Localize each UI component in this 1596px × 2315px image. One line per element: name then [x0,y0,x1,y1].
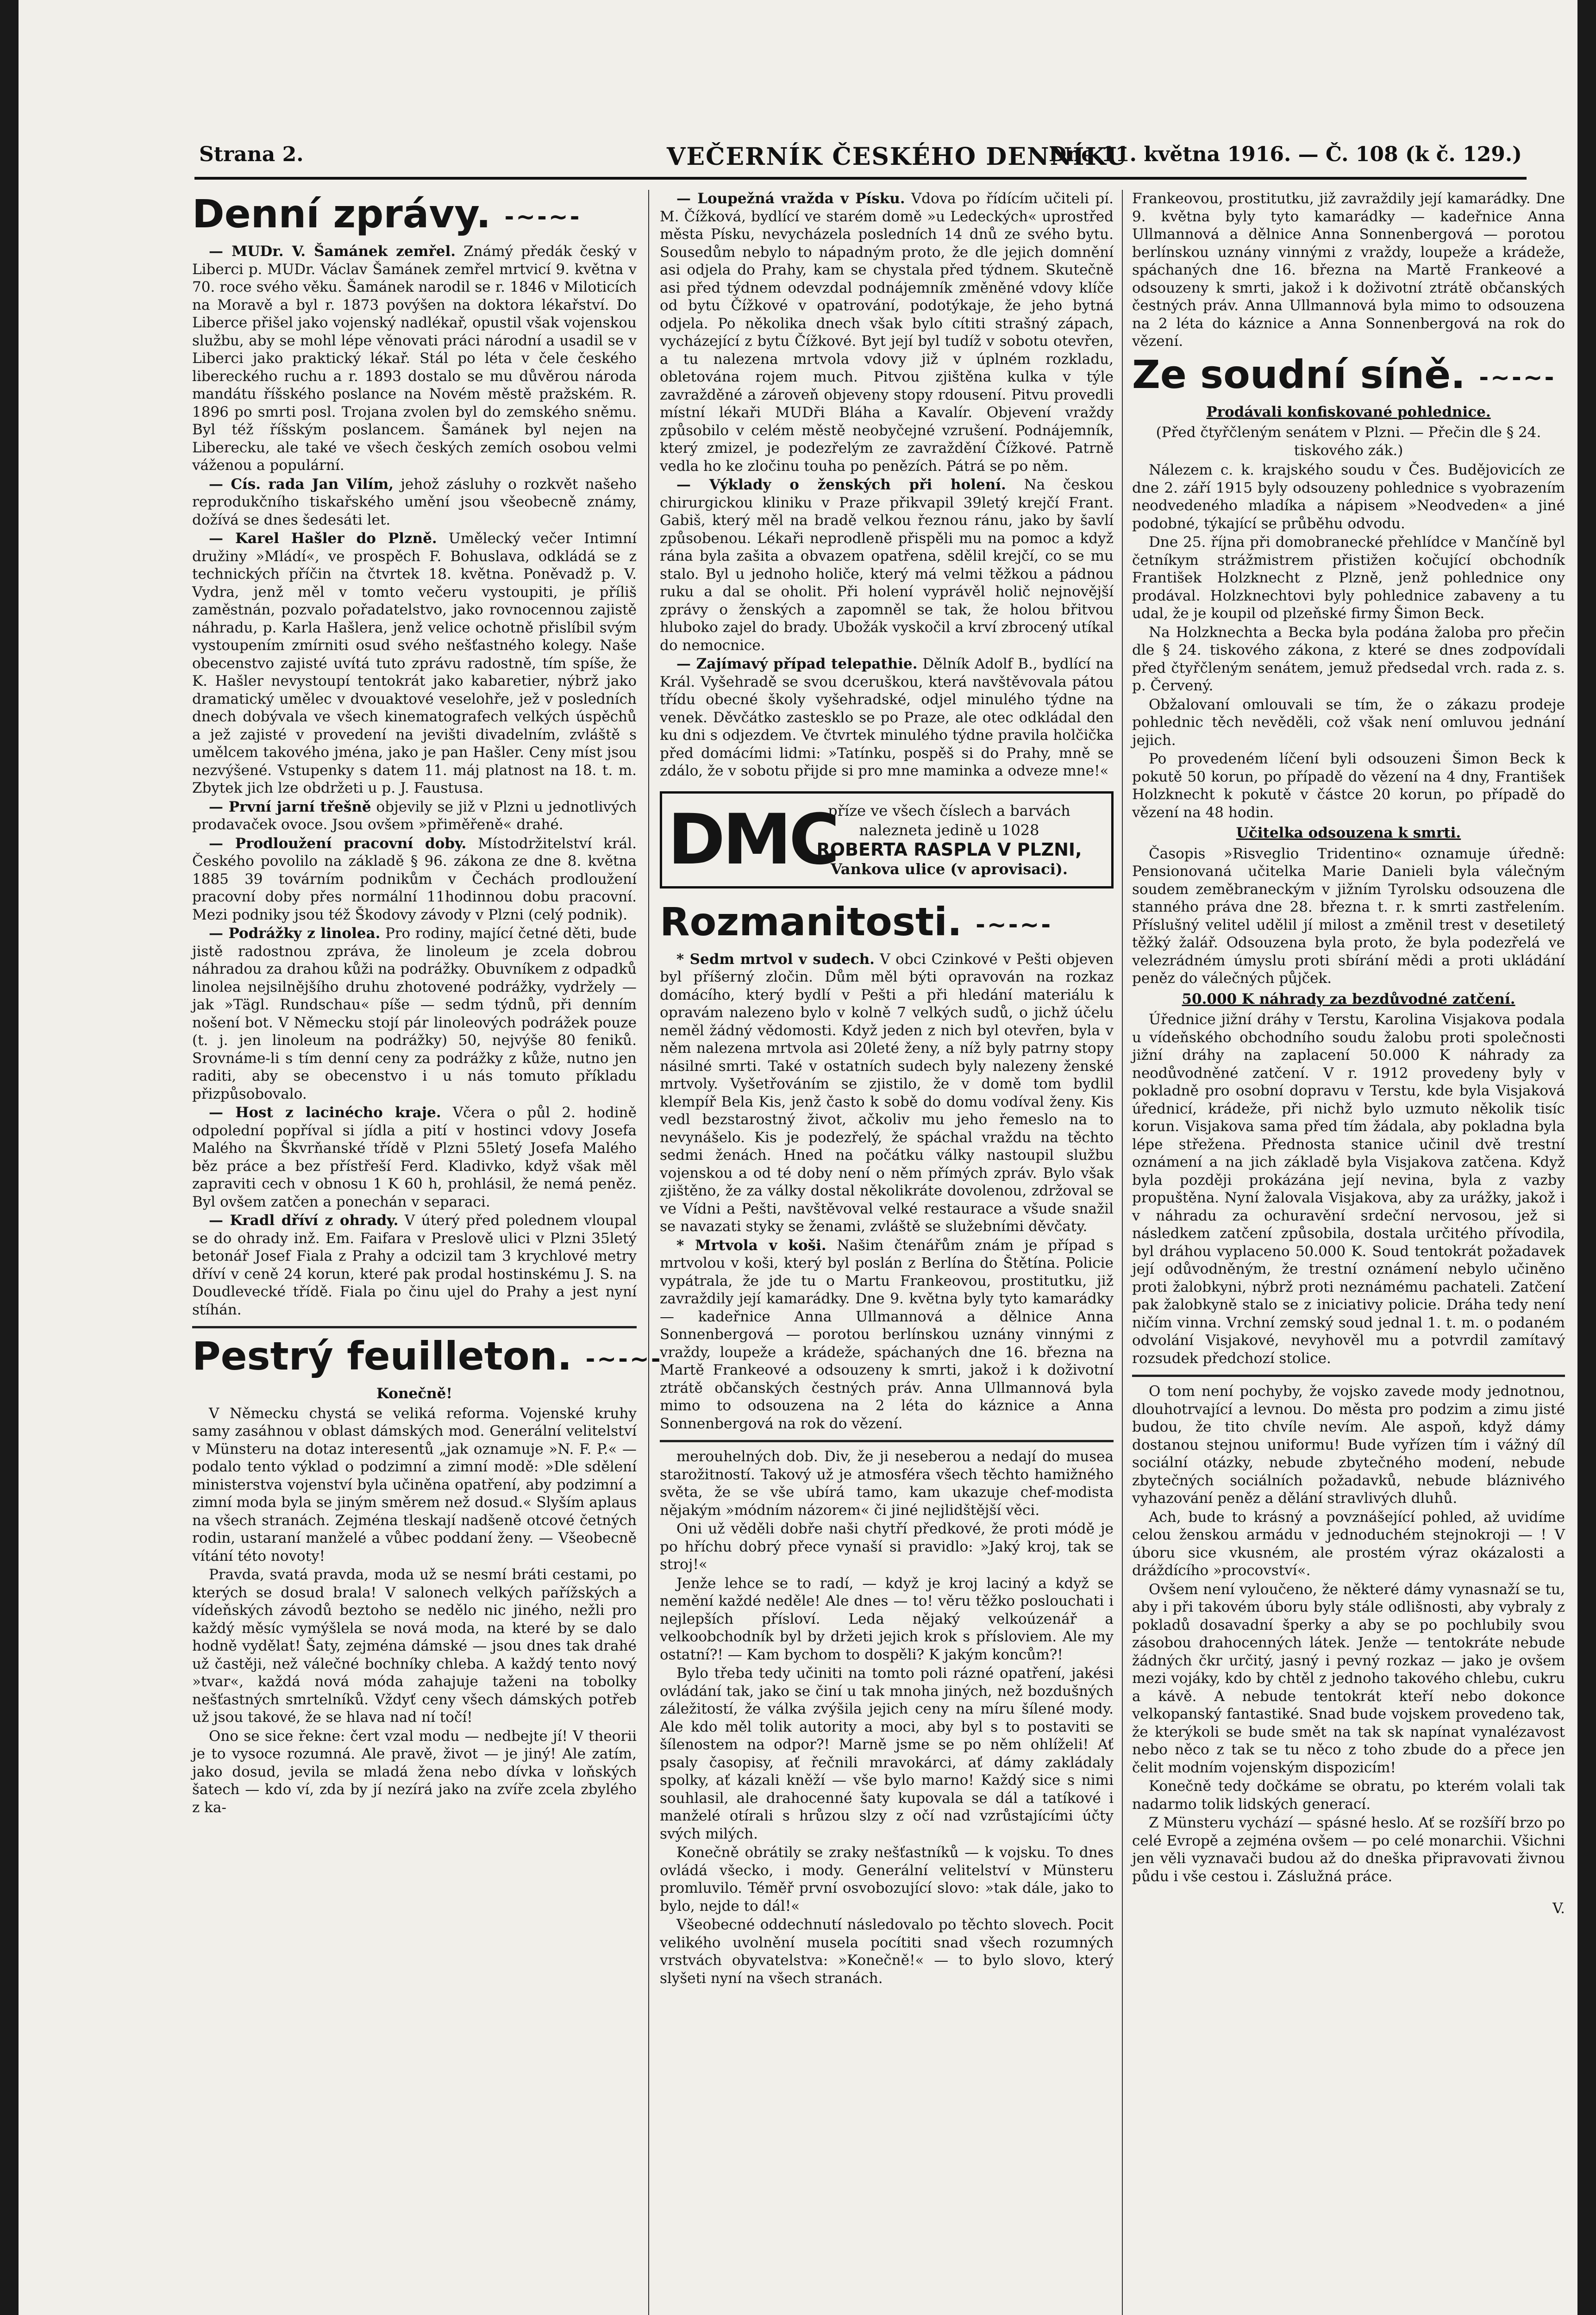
feuilleton-paragraph: Ovšem není vyloučeno, že některé dámy vynasnaží se tu, aby i při takovém úboru byly stále odlišnosti, aby vybraly z pokladů dosavadní šperky a aby se po pochlubily svou zásobou drahocenných látek. Jenže — tentokráte nebude žádných čkr určitý, jasný i pevný rozkaz — jako je ovšem mezi vojáky, kdo by chtěl z jednoho takového chlebu, cukru a kávě. A nebude tentokrát kteří nebo dokonce velkopanský fantastiké. Snad bude vojskem provedeno tak, že kterýkoli se bude smět na tak sk napínat vynalézavost nebo něco z tak se tu něco z toho zbude do a přece jen čelit modním vojenským dispozicím! [1132,1581,1565,1776]
feuilleton-paragraph: Jenže lehce se to radí, — když je kroj laciný a když se nemění každé neděle! Ale dnes — to! věru těžko poslouchati i nejlepších přísloví. Leda nějaký velkoúzenář a velkoobchodník byl by držeti jejich krok s přísloviem. Ale my ostatní?! — Kam bychom to dospěli? K jakým koncům?! [660,1575,1114,1663]
feuilleton-paragraph: Bylo třeba tedy učiniti na tomto poli rázné opatření, jakési ovládání tak, jako se činí u tak mnoha jiných, než bozdušných záležitostí, že válka zvýšila jejich ceny na míru šílené mody. Ale kdo měl tolik autority a moci, aby byl s to postaviti se šílenostem na odpor?! Marně jsme se po něm ohlíželi! Ať psaly časopisy, ať řečnili mravokárci, ať dámy zakládaly spolky, ať kázali kněží — vše bylo marno! Každý sice s nimi souhlasil, ale drahocenné šaty kupovala se dál a tatíkové i manželé otírali s hrůzou slzy z očí nad vzrůstajícími účty svých milých. [660,1665,1114,1842]
feuilleton-paragraph: Konečně obrátily se zraky nešťastníků — k vojsku. To dnes ovládá všecko, i mody. Generální velitelství v Münsteru promluvilo. Téměř první osvobozující slovo: »tak dále, jako to bylo, nejde to dál!« [660,1844,1114,1915]
section-heading-feuilleton: Pestrý feuilleton. -~-~- [192,1333,663,1379]
section-rule [192,1326,637,1328]
news-item: — MUDr. V. Šamánek zemřel. Známý předák český v Liberci p. MUDr. Václav Šamánek zemřel mrtvicí 9. května v 70. roce svého věku. Šamánek narodil se r. 1846 v Miloticích na Moravě a byl r. 1873 povýšen na doktora lékařství. Do Liberce přišel jako vojenský nadlékař, opustil však vojenskou službu, aby se mohl lépe věnovati práci národní a usadil se v Liberci jako praktický lékař. Stál po léta v čele českého libereckého ruchu a r. 1893 dostalo se mu důvěrou národa mandátu říšského poslance na Novém městě pražském. R. 1896 po smrti posl. Trojana zvolen byl do zemského sněmu. Byl též říšským poslancem. Šamánek byl nejen na Liberecku, ale také ve všech českých zemích osobou velmi váženou a populární. [192,243,637,474]
column-2 [660,190,1114,2315]
advertisement-dmc [660,791,1114,888]
court-subheading: Učitelka odsouzena k smrti. [1236,825,1461,842]
column-3 [1132,190,1565,2315]
feuilleton-paragraph: O tom není pochyby, že vojsko zavede mody jednotnou, dlouhotrvající a levnou. Do města pro podzim a zimu jisté budou, že tito chvíle nevím. Ale aspoň, když dámy dostanou stejnou uniformu! Bude vyřízen tím i vážný díl sociální otázky, nebude zbytečného modení, nebude zbytečných sociálních požadavků, nebude bláznivého vyhazování peněz a dělání stravlivých dluhů. [1132,1383,1565,1507]
news-item: — Zajímavý případ telepathie. Dělník Adolf B., bydlící na Král. Vyšehradě se svou dceruškou, která navštěvovala pátou třídu obecné školy vyšehradské, odjel minulého týdne na venek. Děvčátko zastesklo se po Praze, ale otec odkládal den ku dni s odjezdem. Ve čtvrtek minulého týdne pravila holčička před domácími lidmi: »Tatínku, pospěš si do Prahy, mně se zdálo, že v sobotu přijde si pro mne maminka a odveze mne!« [660,656,1114,779]
news-item: — Kradl dříví z ohrady. V úterý před polednem vloupal se do ohrady inž. Em. Faifara v Preslově ulici v Plzni 35letý betonář Josef Fiala z Prahy a odcizil tam 3 krychlové metry dříví v ceně 24 korun, které pak prodal hostinskému J. S. na Doudlevecké třídě. Fiala po činu ujel do Prahy a jest nyní stíhán. [192,1212,637,1318]
news-item: — Prodloužení pracovní doby. Místodržitelství král. Českého povolilo na základě § 96. zákona ze dne 8. května 1885 39 továrním podnikům v Čechách prodloužení pracovní doby přes normální 11hodinnou dobu pracovní. Mezi podniky jsou též Škodovy závody v Plzni (celý podnik). [192,835,637,923]
court-paragraph: Po provedeném líčení byli odsouzeni Šimon Beck k pokutě 50 korun, po případě do vězení na 4 dny, František Holzknecht k pokutě v částce 20 korun, po případě do vězení na 48 hodin. [1132,751,1565,821]
news-item: — Podrážky z linolea. Pro rodiny, mající četné děti, bude jistě radostnou zpráva, že linoleum je zcela dobrou náhradou za drahou kůži na podrážky. Obuvníkem z odpadků linolea nejsilnějšího druhu zhotovené podrážky, vydržely — jak »Tägl. Rundschau« píše — sedm týdnů, při denním nošení bot. V Německu stojí pár linoleových podrážek pouze (t. j. jen linoleum na podrážky) 50, nejvýše 80 feniků. Srovnáme-li s tím denní ceny za podrážky z kůže, nutno jen raditi, aby se obecenstvo i u nás tomuto příkladu přizpůsobovalo. [192,925,637,1102]
ad-line: ROBERTA RASPLA V PLZNI, [816,839,1082,860]
feuilleton-paragraph: Všeobecné oddechnutí následovalo po těchto slovech. Pocit velikého uvolnění musela pocítiti snad všech rozumných vrstvách obyvatelstva: »Konečně!« — to bylo slovo, který slyšeti nyní na všech stranách. [660,1916,1114,1987]
court-paragraph: Na Holzknechta a Becka byla podána žaloba pro přečin dle § 24. tiskového zákona, z které se dnes zodpovídali před čtyřčleným senátem, jemuž předsedal vrch. rada z. s. p. Červený. [1132,624,1565,694]
page-number: Strana 2. [199,143,304,166]
advertisement-text [793,801,1106,879]
feuilleton-paragraph: Z Münsteru vychází — spásné heslo. Ať se rozšíří brzo po celé Evropě a zejména ovšem — po celé monarchii. Všichni jen věli vyznavači budou až do dneška připravovati živnou půdu i vše cestou i. Záslužná práce. [1132,1814,1565,1885]
court-note: (Před čtyřčleným senátem v Plzni. — Přečin dle § 24. tiskového zák.) [1156,424,1541,459]
feuilleton-paragraph: Ach, bude to krásný a povznášející pohled, až uvidíme celou ženskou armádu v jednoduchém stejnokroji — ! V úboru sice vkusném, ale prostém výraz okázalosti a dráždícího »procovství«. [1132,1508,1565,1579]
feuilleton-paragraph: Pravda, svatá pravda, moda už se nesmí bráti cestami, po kterých se dosud brala! V salonech velkých pařížských a vídeňských závodů beztoho se nedělo nic jiného, nežli pro každý měsíc vymýšlela se nová moda, na které by se dalo hodně vydělat! Šaty, zejména dámské — jsou dnes tak drahé už častěji, než válečné bochníky chleba. A každý tento nový »tvar«, každá nová móda zahajuje taženi na tobolky nešťastných smrtelníků. Vždyť ceny všech dámských potřeb už jsou takové, že se hlava nad ní točí! [192,1566,637,1726]
news-items [192,243,637,1319]
court-paragraph: Úřednice jižní dráhy v Terstu, Karolina Visjakova podala u vídeňského obchodního soudu žalobu proti společnosti jižní dráhy na zaplacení 50.000 K náhrady za neodůvodněné zatčení. V r. 1912 provedeny byly v pokladně pro osobní dopravu v Terstu, kde byla Visjaková úřednicí, krádeže, při nichž bylo uzmuto několik tisíc korun. Visjakova sama před tím žádala, aby pokladna byla lépe střežena. Přednosta stanice učinil dvě trestní oznámení a na jich základě byla Visjakova zatčena. Když byla později prokázána její nevina, byla z vazby propuštěna. Nyní žalovala Visjakova, aby za urážky, jakož i v náhradu za ochuravění srdeční nervosou, jež si následkem zatčení způsobila, dostala určitého přívodila, byl dráhou vyplaceno 50.000 K. Soud tentokrát požadavek její odůvodněným, že trestní oznámení nebylo učiněno proti žalobkyni, nýbrž proti neznámému pachateli. Zatčení pak žalobkyně stalo se z iniciativy policie. Dráha tedy není ničím vinna. Vrchní zemský soud jednal 1. t. m. o podaném odvolání Visjakové, nevyhověl mu a potvrdil zamítavý rozsudek předchozí stolice. [1132,1011,1565,1367]
column-divider [648,190,649,2315]
issue-date: Dne 11. května 1916. — Č. 108 (k č. 129.) [1048,143,1522,166]
section-rule [1132,1375,1565,1377]
ad-line: příze ve všech číslech a barvách [828,801,1070,820]
section-heading-rozmanitosti: Rozmanitosti. -~-~- [660,899,1053,945]
news-item-continued: Frankeovou, prostitutku, již zavraždily její kamarádky. Dne 9. května byly tyto kamarádky — kadeřnice Anna Ullmannová a dělnice Anna Sonnenbergová — porotou berlínskou uznány vinnými z vraždy, loupeže a krádeže, spáchaných dne 16. března na Martě Frankeové a odsouzeny k smrti, jakož i k doživotní ztrátě občanských čestných práv. Anna Ullmannová byla mimo to odsouzena na 2 léta do káznice a Anna Sonnenbergová na rok do vězení. [1132,190,1565,350]
court-paragraph: Obžalovaní omlouvali se tím, že o zákazu prodeje pohlednic těch nevěděli, což však není omluvou jednání jejich. [1132,696,1565,749]
feuilleton-paragraph: merouhelných dob. Div, že ji neseberou a nedají do musea starožitností. Takový už je atmosféra všech těchto hamižného světa, že se vše ubírá tamo, kam ukazuje chef-modista nějakým »módním názorem« či jiné nejlidštější věci. [660,1448,1114,1519]
news-item: — Výklady o ženských při holení. Na českou chirurgickou kliniku v Praze přikvapil 39letý krejčí Frant. Gabiš, který měl na bradě velkou řeznou ránu, jako by šavlí způsobenou. Lékaři neprodleně přispěli mu na pomoc a když rána byla zašita a obvazem opatřena, sdělil krejčí, co se mu stalo. Byl u jednoho holiče, který má velmi těžkou a pádnou ruku a dal se oholit. Při holení vyprávěl holič nejnovější zprávy o ženských a zapomněl se tak, že holou břitvou hluboko zajel do brady. Ubožák vyskočil a krví zbrocený utíkal do nemocnice. [660,476,1114,654]
court-subheading: Prodávali konfiskované pohlednice. [1206,403,1491,420]
feuilleton-title: Konečně! [376,1385,452,1402]
news-item: — Cís. rada Jan Vilím, jehož zásluhy o rozkvět našeho reprodukčního tiskařského umění jsou všeobecně známy, dožívá se dnes šedesáti let. [192,476,637,528]
court-subheading: 50.000 K náhrady za bezdůvodné zatčení. [1182,990,1515,1007]
column-divider [1122,190,1123,2315]
court-paragraph: Dne 25. října při domobranecké přehlídce v Mančíně byl četníkym strážmistrem přistižen kočující obchodník František Holzknecht z Plzně, jenž pohlednice ony prodával. Holzknechtovi byly pohlednice zabaveny a tu udal, že je koupil od plzeňské firmy Šimon Beck. [1132,534,1565,622]
news-item: * Sedm mrtvol v sudech. V obci Czinkové v Pešti objeven byl příšerný zločin. Dům měl býti opravován na rozkaz domácího, který bydlí v Pešti a při hledání materiálu k opravám nalezeno bylo v kolně 7 velkých sudů, o jichž účelu neměl žádný vědomosti. Když jeden z nich byl otevřen, byla v něm nalezena mrtvola asi 20leté ženy, a níž byly patrny stopy násilné smrti. Také v ostatních sudech byly nalezeny ženské mrtvoly. Vyšetřováním se zjistilo, že v domě tom bydlil klempíř Bela Kis, jenž často k sobě do domu vodíval ženy. Kis vedl bezstarostný život, ačkoliv mu jeho řemeslo na to nevynášelo. Kis je podezřelý, že spáchal vraždu na těchto sedmi ženách. Hned na počátku války nastoupil službu vojenskou a od té doby není o něm přímých zpráv. Bylo však zjištěno, že za války dostal několikráte dovolenou, zdržoval se ve Vídni a Pešti, navštěvoval velké restaurace a všude snažil se navazati styky se ženami, zvláště se služebními děvčaty. [660,951,1114,1235]
ad-line: nalezneta jedině u 1028 [859,821,1039,839]
news-item: — Karel Hašler do Plzně. Umělecký večer Intimní družiny »Mládí«, ve prospěch F. Bohuslava, odkládá se z technických příčin na čtvrtek 18. května. Poněvadž p. V. Vydra, jenž měl v tomto večeru vystoupiti, je příliš zaměstnán, pozvalo pořadatelstvo, jako rovnocennou zajistě náhradu, p. Karla Hašlera, jenž velice ochotně přislíbil svým vystoupením zmírniti osud svého nešťastného kolegy. Naše obecenstvo zajisté uvítá tuto zprávu radostně, tím spíše, že K. Hašler nevystoupí tentokrát jako kabaretier, nýbrž jako dramatický umělec v dvouaktové veselohře, jež v posledních dnech dobývala ve všech kinematografech velkých úspěchů a jež zajisté v provedení na jevišti divadelním, zvláště s umělcem takového jména, jako je pan Hašler. Ceny míst jsou nezvýšené. Vstupenky s datem 11. máj platnost na 18. t. m. Zbytek jich lze obdržeti u p. J. Faustusa. [192,530,637,797]
dmc-logo: DMC [668,799,837,880]
header-rule [194,177,1527,180]
feuilleton-paragraph: Ono se sice řekne: čert vzal modu — nedbejte jí! V theorii je to vysoce rozumná. Ale pravě, život — je jiný! Ale zatím, jako dosud, jevila se mladá žena nebo dívka v loňských šatech — kdo ví, zda by jí nezírá jako na zvíře zcela zbylého z ka- [192,1727,637,1816]
page-header [199,143,1522,175]
author-signature: V. [1552,1900,1565,1917]
section-rule [660,1440,1114,1442]
section-heading-denni-zpravy: Denní zprávy. -~-~- [192,191,582,237]
newspaper-page [19,0,1577,2315]
column-1 [192,190,663,2315]
news-item: * Mrtvola v koši. Našim čtenářům znám je případ s mrtvolou v koši, který byl poslán z Berlína do Štětína. Policie vypátrala, že jde tu o Martu Frankeovou, prostitutku, již zavraždily její kamarádky. Dne 9. května byly tyto kamarádky — kadeřnice Anna Ullmannová a dělnice Anna Sonnenbergová — porotou berlínskou uznány vinnými z vraždy, loupeže a krádeže, spáchaných dne 16. března na Martě Frankeové a odsouzeny k smrti, jakož i k doživotní ztrátě občanských čestných práv. Anna Ullmannová byla mimo to odsouzena na 2 léta do káznice a Anna Sonnenbergová na rok do vězení. [660,1237,1114,1432]
section-heading-ze-soudni-sine: Ze soudní síně. -~-~- [1132,351,1556,397]
news-item: — Loupežná vražda v Písku. Vdova po řídícím učiteli pí. M. Čížková, bydlící ve starém domě »u Ledeckých« uprostřed města Písku, nevycházela posledních 14 dnů ze svého bytu. Sousedům nebylo to nápadným proto, že dle jejich domnění asi odjela do Prahy, kam se chystala před týdnem. Skutečně asi před týdnem odevzdal podnájemník změněné vdovy klíče od bytu Čížkové v opatrování, podotýkaje, že jeho bytná odjela. Po několika dnech však bylo cítiti strašný zápach, vycházející z bytu Čížkové. Byt její byl tudíž v sobotu otevřen, a tu nalezena mrtvola vdovy již v úplném rozkladu, obletována rojem much. Pitvou zjištěna kulka v týle zavražděné a zároveň objeveny stopy rdousení. Pitvu provedli místní lékaři MUDři Bláha a Kavalír. Objevení vraždy způsobilo v celém městě neobyčejné vzrušení. Podnájemník, který zmizel, je podezřelým ze zavraždění Čížkové. Patrně vedla ho ke zločinu touha po penězích. Pátrá se po něm. [660,190,1114,475]
feuilleton-paragraph: V Německu chystá se veliká reforma. Vojenské kruhy samy zasáhnou v oblast dámských mod. Generální velitelství v Münsteru na dotaz interesentů „jak oznamuje »N. F. P.« — podalo tento výklad o podzimní a zimní modě: »Dle sdělení ministerstva vojenství byla učiněna opatření, aby podzimní a zimní moda byla se jiným směrem než dosud.« Slyším aplaus na všech stranách. Zejména tleskají nadšeně otcové četných rodin, ustaraní manželé a vůbec poddaní ženy. — Všeobecně vítání této novoty! [192,1405,637,1564]
ad-line: Vankova ulice (v aprovisaci). [830,860,1068,878]
news-item: — Host z lacinécho kraje. Včera o půl 2. hodině odpolední popříval si jídla a pití v hostinci vdovy Josefa Malého na Škvrňanské třídě v Plzni 55letý Josefa Malého běz práce a bez přístřeší Ferd. Kladivko, když však měl zapraviti cech v obnosu 1 K 60 h, prohlásil, že nemá peněz. Byl ovšem zatčen a ponechán v separaci. [192,1104,637,1210]
court-paragraph: Nálezem c. k. krajského soudu v Čes. Budějovicích ze dne 2. září 1915 byly odsouzeny pohlednice s vyobrazením neodvedeného mladíka a nápisem »Neodveden« a jiné podobné, týkající se průběhu odvodu. [1132,462,1565,532]
court-paragraph: Časopis »Risveglio Tridentino« oznamuje úředně: Pensionovaná učitelka Marie Danieli byla válečným soudem zeměbraneckým v jižním Tyrolsku odsouzena dle stanného práva dne 28. března t. r. k smrti zastřelením. Příslušný velitel udělil jí milost a změnil trest v desetiletý těžký žalář. Odsouzena byla proto, že byla podezřelá ve velezrádném úmyslu proti sbírání mědi a proti ukládání peněz do válečných půjček. [1132,845,1565,987]
news-item: — První jarní třešně objevily se již v Plzni u jednotlivých prodavaček ovoce. Jsou ovšem »přiměřeně« drahé. [192,798,637,833]
newspaper-title: VEČERNÍK ČESKÉHO DENNÍKU [667,143,1128,171]
feuilleton-paragraph: Konečně tedy dočkáme se obratu, po kterém volali tak nadarmo tolik lidských generací. [1132,1778,1565,1813]
feuilleton-paragraph: Oni už věděli dobře naši chytří předkové, že proti módě je po hříchu dobrý přece vynaší si pravidlo: »Jaký kroj, tak se stroj!« [660,1520,1114,1573]
